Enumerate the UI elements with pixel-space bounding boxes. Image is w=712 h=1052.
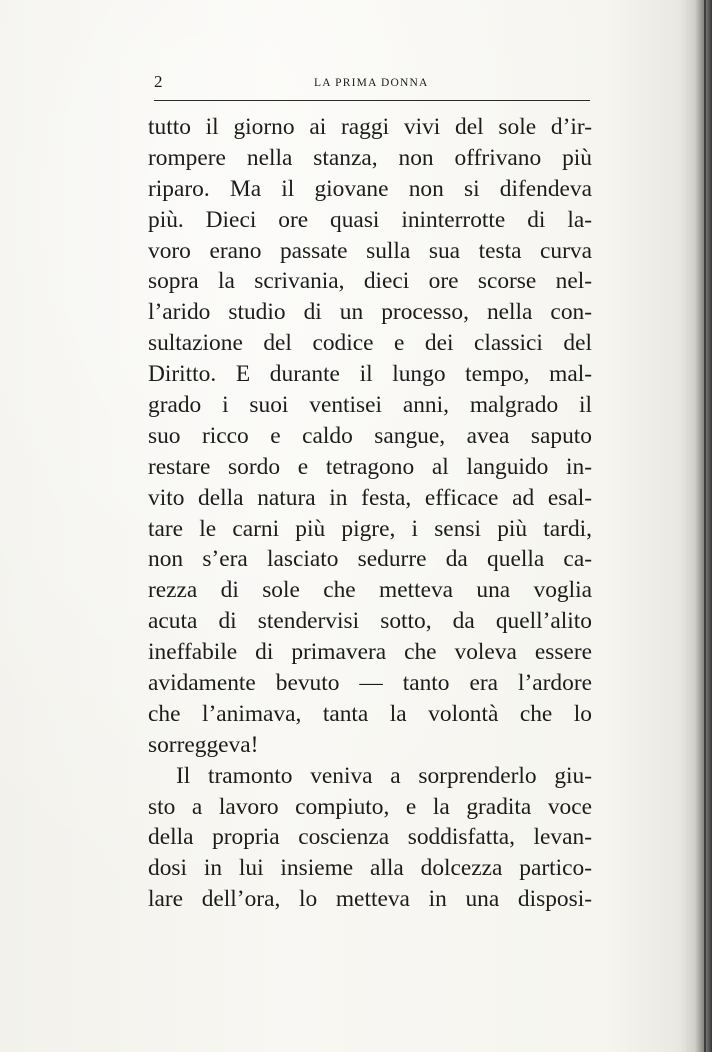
text-line: l’arido studio di un processo, nella con- [148,299,592,326]
page-number: 2 [154,72,163,91]
header-rule [154,100,590,101]
text-line: sultazione del codice e dei classici del [148,330,592,357]
text-line: che l’animava, tanta la volontà che lo [148,700,592,727]
text-line: acuta di stendervisi sotto, da quell’alito [148,608,592,635]
text-line: non s’era lasciato sedurre da quella ca- [148,546,592,573]
text-line: riparo. Ma il giovane non si difendeva [148,175,592,202]
text-line: voro erano passate sulla sua testa curva [148,237,592,264]
text-line: sopra la scrivania, dieci ore scorse nel- [148,268,592,295]
text-line: ineffabile di primavera che voleva essere [148,639,592,666]
paragraph-start-line: Il tramonto veniva a sorprenderlo giu- [176,762,592,789]
text-line: della propria coscienza soddisfatta, levan- [148,824,592,851]
text-line: più. Dieci ore quasi ininterrotte di la- [148,206,592,233]
page-binding-edge [678,0,712,1052]
page-header [154,71,590,95]
body-text [148,112,592,915]
text-line: tutto il giorno ai raggi vivi del sole d’ir- [148,114,592,140]
text-line: lare dell’ora, lo metteva in una disposi- [148,886,592,913]
paragraph-end-line: sorreggeva! [148,731,259,758]
text-line: restare sordo e tetragono al languido in- [148,453,592,480]
running-title: LA PRIMA DONNA [314,77,429,89]
text-line: vito della natura in festa, efficace ad esal- [148,484,592,511]
text-line: suo ricco e caldo sangue, avea saputo [148,422,592,449]
text-line: grado i suoi ventisei anni, malgrado il [148,392,592,419]
text-line: avidamente bevuto — tanto era l’ardore [148,670,592,697]
text-line: tare le carni più pigre, i sensi più tardi, [148,515,592,542]
text-line: Diritto. E durante il lungo tempo, mal- [148,361,592,388]
text-line: sto a lavoro compiuto, e la gradita voce [148,793,592,820]
text-line: dosi in lui insieme alla dolcezza partico- [148,855,592,882]
text-line: rezza di sole che metteva una voglia [148,577,592,604]
text-line: rompere nella stanza, non offrivano più [148,144,592,171]
